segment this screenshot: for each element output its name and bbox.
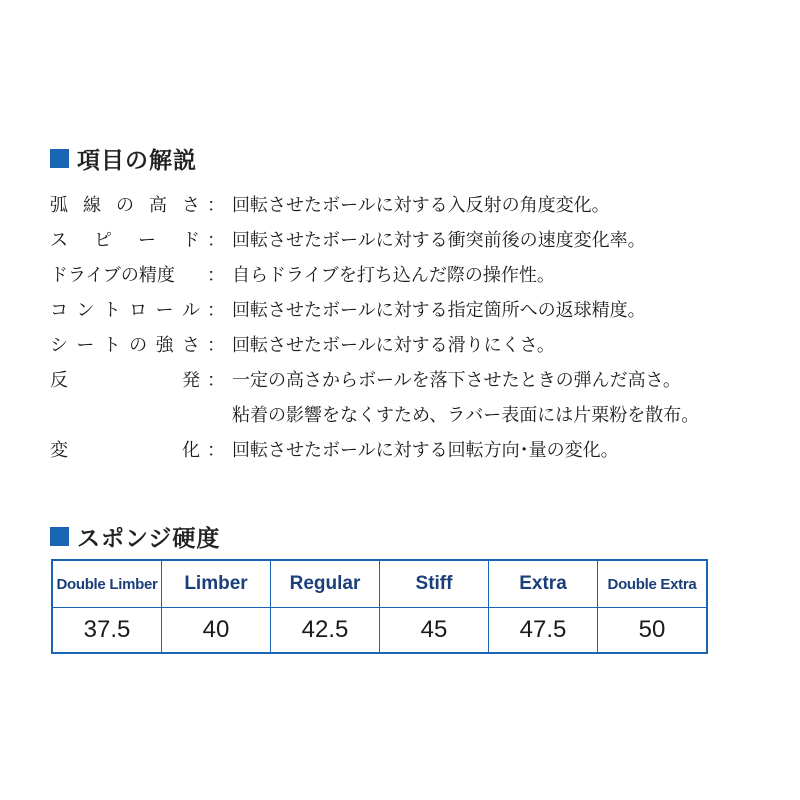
term-label-char: コ <box>50 299 68 321</box>
term-description: 回転させたボールに対する入反射の角度変化。 <box>232 194 610 216</box>
term-label-char: ー <box>138 229 156 251</box>
square-bullet-icon <box>50 527 69 546</box>
header-double-extra: Double Extra <box>598 560 708 608</box>
term-label-char: ドライブの精度 <box>50 264 175 286</box>
term-label-char: ー <box>155 299 174 321</box>
term-label-char: 化 <box>182 439 200 461</box>
section-title-terms <box>50 142 197 175</box>
term-colon: ： <box>207 299 225 321</box>
term-label-char: ン <box>76 299 95 321</box>
term-colon: ： <box>207 229 225 251</box>
value-double-extra: 50 <box>598 608 708 654</box>
term-colon: ： <box>207 369 225 391</box>
term-label-char: 強 <box>155 334 174 356</box>
term-description: 回転させたボールに対する指定箇所への返球精度。 <box>232 299 646 321</box>
term-description: 粘着の影響をなくすため、ラバー表面には片栗粉を散布。 <box>232 404 700 426</box>
term-colon: ： <box>207 194 225 216</box>
terms-list <box>50 186 770 466</box>
term-description: 自らドライブを打ち込んだ際の操作性。 <box>232 264 555 286</box>
hardness-title-text: スポンジ硬度 <box>77 526 221 552</box>
term-label-char: シ <box>50 334 68 356</box>
hardness-value-row <box>52 608 707 654</box>
term-label-char: 線 <box>83 194 101 216</box>
term-row <box>50 361 770 396</box>
term-label-char: ド <box>182 229 200 251</box>
term-label-char: ル <box>181 299 200 321</box>
header-double-limber: Double Limber <box>52 560 162 608</box>
value-stiff: 45 <box>380 608 489 654</box>
term-row <box>50 396 770 431</box>
term-label-char: ピ <box>94 229 112 251</box>
term-label <box>50 331 200 357</box>
term-label-char: 変 <box>50 439 68 461</box>
term-description: 回転させたボールに対する回転方向･量の変化。 <box>232 439 619 461</box>
term-label-char: ス <box>50 229 68 251</box>
term-label <box>50 296 200 322</box>
term-label-char: ロ <box>129 299 148 321</box>
term-label-char: の <box>129 334 148 356</box>
term-label-char: ー <box>76 334 95 356</box>
square-bullet-icon <box>50 149 69 168</box>
value-extra: 47.5 <box>489 608 598 654</box>
term-label-char: の <box>116 194 134 216</box>
term-label <box>50 366 200 392</box>
term-label <box>50 261 200 287</box>
term-colon: ： <box>207 264 225 286</box>
term-label-char: さ <box>181 334 200 356</box>
term-colon: ： <box>207 334 225 356</box>
term-label-char: 高 <box>149 194 167 216</box>
term-label-char: さ <box>182 194 200 216</box>
term-row <box>50 186 770 221</box>
term-label <box>50 191 200 217</box>
header-regular: Regular <box>271 560 380 608</box>
value-double-limber: 37.5 <box>52 608 162 654</box>
value-limber: 40 <box>162 608 271 654</box>
term-label-char: 反 <box>50 369 68 391</box>
term-label-char: ト <box>102 299 121 321</box>
term-description: 回転させたボールに対する衝突前後の速度変化率。 <box>232 229 646 251</box>
term-colon: ： <box>207 439 225 461</box>
header-extra: Extra <box>489 560 598 608</box>
header-stiff: Stiff <box>380 560 489 608</box>
term-row <box>50 431 770 466</box>
term-description: 回転させたボールに対する滑りにくさ。 <box>232 334 555 356</box>
hardness-header-row <box>52 560 707 608</box>
section-title-hardness <box>50 520 220 553</box>
header-limber: Limber <box>162 560 271 608</box>
sponge-hardness-table <box>51 559 708 654</box>
term-label <box>50 226 200 252</box>
term-label-char: 弧 <box>50 194 68 216</box>
term-label-char: ト <box>102 334 121 356</box>
term-label-char: 発 <box>182 369 200 391</box>
term-description: 一定の高さからボールを落下させたときの弾んだ高さ。 <box>232 369 681 391</box>
terms-title-text: 項目の解説 <box>77 148 197 174</box>
term-label <box>50 436 200 462</box>
term-row <box>50 256 770 291</box>
value-regular: 42.5 <box>271 608 380 654</box>
term-row <box>50 326 770 361</box>
term-row <box>50 221 770 256</box>
term-row <box>50 291 770 326</box>
